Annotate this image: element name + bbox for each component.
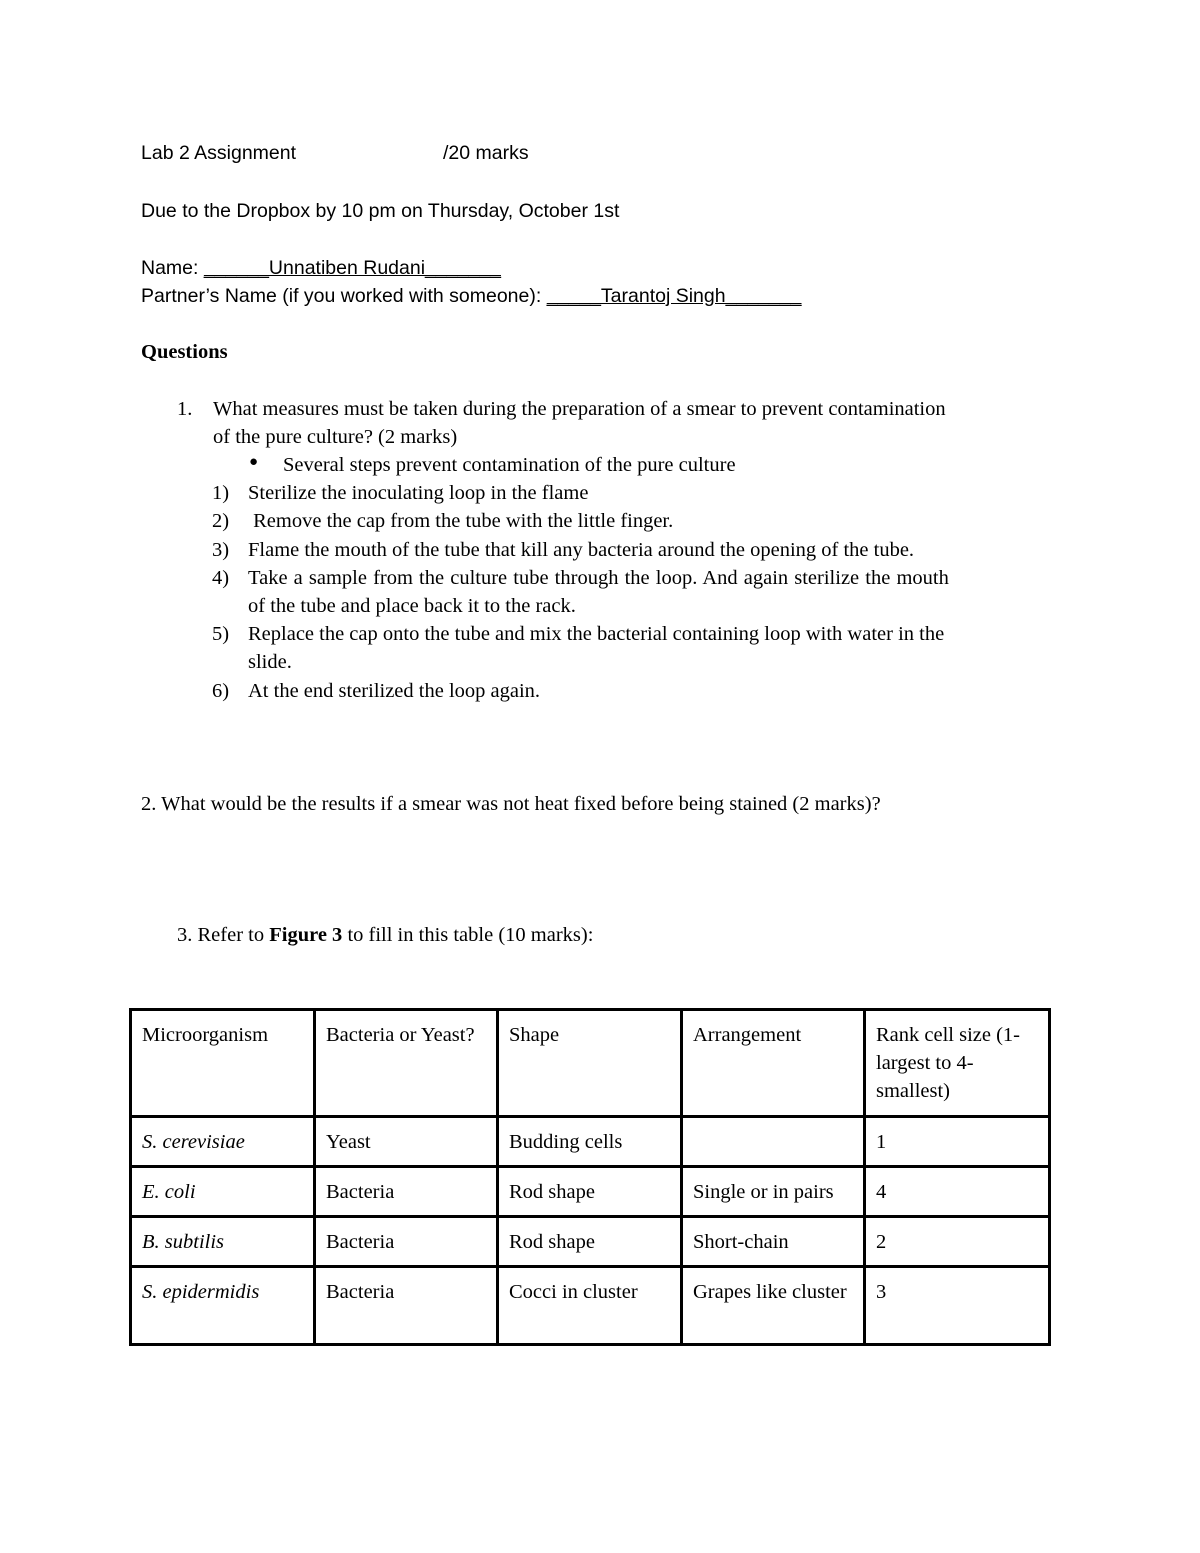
cell-arrangement: Short-chain — [682, 1217, 865, 1267]
header-rank-cell-size: Rank cell size (1-largest to 4-smallest) — [865, 1010, 1050, 1117]
header-microorganism: Microorganism — [131, 1010, 315, 1117]
name-value: ______Unnatiben Rudani_______ — [203, 257, 501, 279]
step-number: 6) — [212, 680, 230, 702]
cell-microorganism: S. epidermidis — [131, 1267, 315, 1345]
step-text: Replace the cap onto the tube and mix the bacterial containing loop with water in the — [248, 623, 945, 645]
name-line — [141, 257, 501, 280]
cell-rank: 3 — [865, 1267, 1050, 1345]
due-date: Due to the Dropbox by 10 pm on Thursday, October 1st — [141, 200, 620, 222]
header-arrangement: Arrangement — [682, 1010, 865, 1117]
table-header-row — [131, 1010, 1050, 1117]
partner-label: Partner’s Name (if you worked with someone): — [141, 285, 547, 307]
name-label: Name: — [141, 257, 204, 279]
step-text: Take a sample from the culture tube through the loop. And again sterilize the mouth — [248, 567, 949, 589]
q1-bullet-text: Several steps prevent contamination of the pure culture — [283, 454, 736, 476]
cell-shape: Cocci in cluster — [498, 1267, 682, 1345]
cell-type: Bacteria — [315, 1267, 498, 1345]
step-number: 2) — [212, 510, 230, 532]
partner-line — [141, 285, 802, 308]
cell-microorganism: E. coli — [131, 1167, 315, 1217]
q3-figure-ref: Figure 3 — [269, 924, 343, 946]
q1-text-line2: of the pure culture? (2 marks) — [213, 426, 458, 448]
cell-shape: Rod shape — [498, 1167, 682, 1217]
cell-type: Yeast — [315, 1117, 498, 1167]
cell-microorganism: S. cerevisiae — [131, 1117, 315, 1167]
q3-prefix: 3. Refer to — [177, 924, 270, 946]
cell-rank: 4 — [865, 1167, 1050, 1217]
step-text: of the tube and place back it to the rack. — [248, 595, 576, 617]
table-row — [131, 1267, 1050, 1345]
cell-arrangement: Single or in pairs — [682, 1167, 865, 1217]
q3-suffix: to fill in this table (10 marks): — [342, 924, 594, 946]
cell-rank: 1 — [865, 1117, 1050, 1167]
step-text: At the end sterilized the loop again. — [248, 680, 541, 702]
q3-text — [177, 924, 593, 947]
header-shape: Shape — [498, 1010, 682, 1117]
microorganism-table — [129, 1008, 1051, 1346]
step-text: Remove the cap from the tube with the little finger. — [248, 510, 674, 532]
table-row — [131, 1167, 1050, 1217]
cell-microorganism: B. subtilis — [131, 1217, 315, 1267]
q1-number: 1. — [177, 398, 193, 420]
cell-shape: Budding cells — [498, 1117, 682, 1167]
bullet-icon: ● — [249, 454, 259, 470]
table-row — [131, 1117, 1050, 1167]
table-row — [131, 1217, 1050, 1267]
assignment-title: Lab 2 Assignment — [141, 142, 297, 164]
q2-text: 2. What would be the results if a smear was not heat fixed before being stained (2 marks)? — [141, 793, 881, 815]
cell-arrangement — [682, 1117, 865, 1167]
step-number: 1) — [212, 482, 230, 504]
questions-heading: Questions — [141, 341, 228, 363]
q1-text-line1: What measures must be taken during the preparation of a smear to prevent contamination — [213, 398, 946, 420]
step-number: 5) — [212, 623, 230, 645]
header-bacteria-or-yeast: Bacteria or Yeast? — [315, 1010, 498, 1117]
partner-value: _____Tarantoj Singh_______ — [546, 285, 802, 307]
cell-type: Bacteria — [315, 1167, 498, 1217]
step-text: slide. — [248, 651, 292, 673]
step-number: 4) — [212, 567, 230, 589]
cell-arrangement: Grapes like cluster — [682, 1267, 865, 1345]
step-text: Flame the mouth of the tube that kill any bacteria around the opening of the tube. — [248, 539, 915, 561]
cell-rank: 2 — [865, 1217, 1050, 1267]
step-number: 3) — [212, 539, 230, 561]
step-text: Sterilize the inoculating loop in the flame — [248, 482, 589, 504]
cell-type: Bacteria — [315, 1217, 498, 1267]
total-marks: /20 marks — [443, 142, 529, 164]
cell-shape: Rod shape — [498, 1217, 682, 1267]
